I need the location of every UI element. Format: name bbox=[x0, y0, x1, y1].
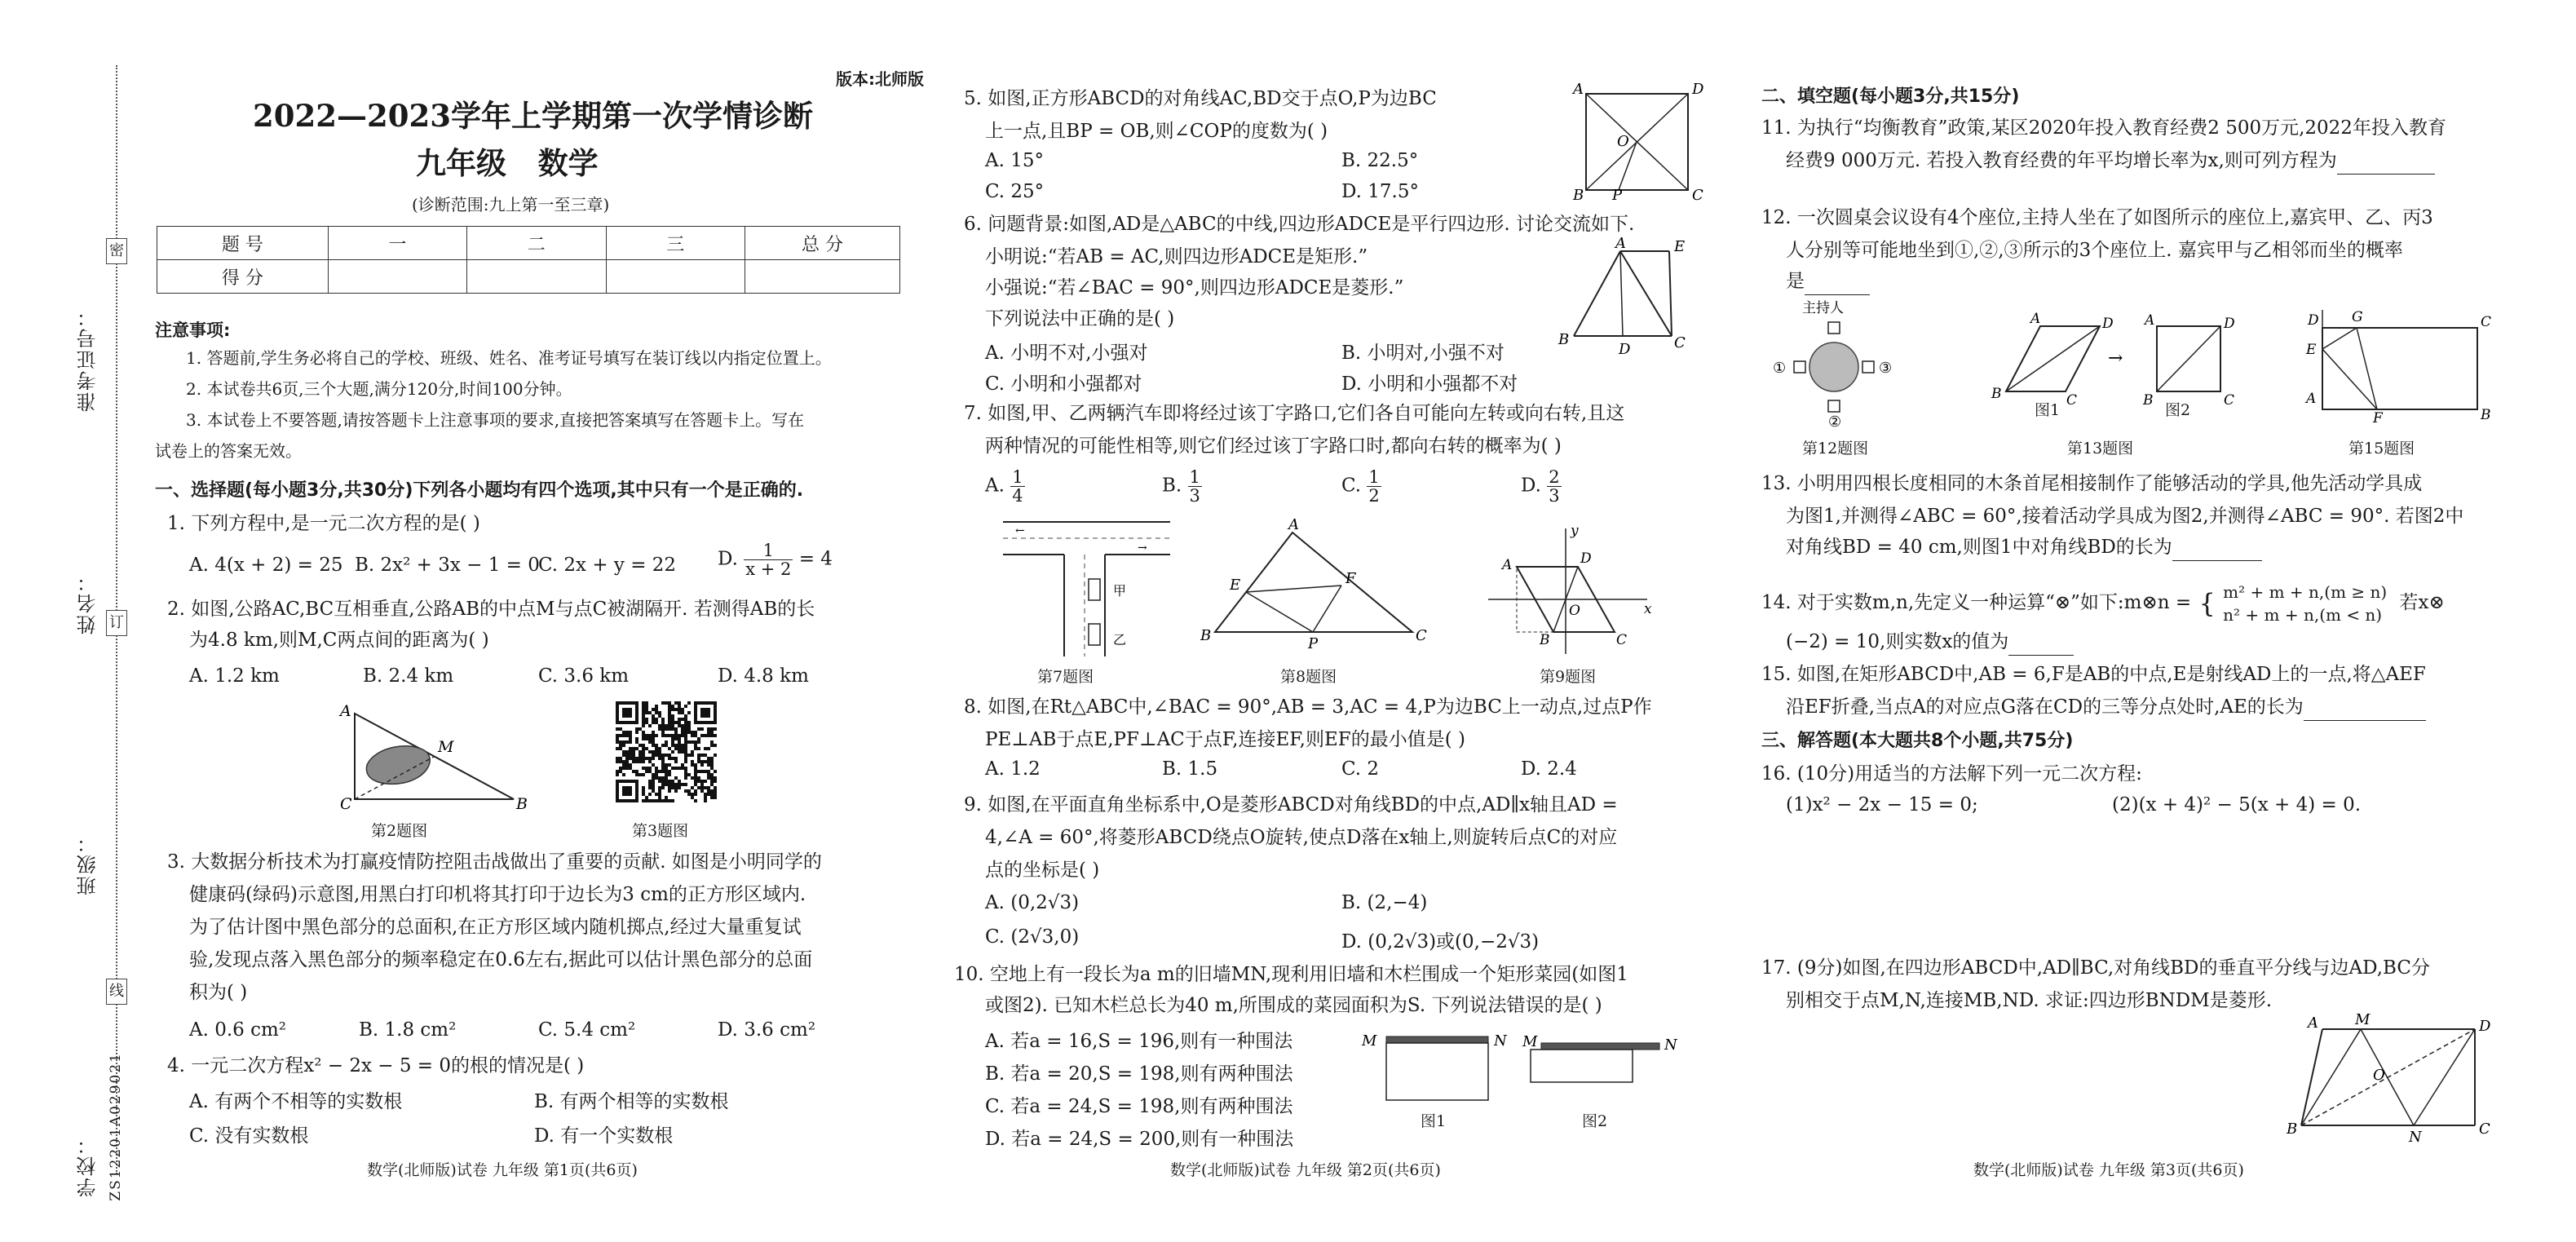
q14-tail: 若x⊗ bbox=[2399, 592, 2445, 613]
q13-fig2-label-a: A bbox=[2145, 312, 2155, 329]
score-cell-input[interactable] bbox=[328, 260, 466, 294]
q8-figure bbox=[1199, 518, 1427, 652]
q14-text-2: (−2) = 10,则实数x的值为 bbox=[1786, 631, 2009, 652]
score-cell: 得 分 bbox=[157, 260, 329, 294]
q5-option-a[interactable]: A. 15° bbox=[985, 150, 1044, 171]
q9-option-d[interactable]: D. (0,2√3)或(0,−2√3) bbox=[1341, 931, 1540, 952]
q5-label-c: C bbox=[1692, 187, 1703, 204]
exam-scope: (诊断范围:九上第一至三章) bbox=[412, 195, 610, 214]
q14-cases bbox=[2223, 581, 2387, 626]
q12-host-label: 主持人 bbox=[1802, 300, 1844, 316]
notes-title: 注意事项: bbox=[155, 320, 231, 340]
q3-caption: 第3题图 bbox=[632, 822, 689, 840]
q17-label-c: C bbox=[2479, 1120, 2490, 1138]
q8-label-f: F bbox=[1345, 570, 1356, 587]
q14-case-2: n² + m + n,(m < n) bbox=[2223, 605, 2383, 625]
score-table-header-row bbox=[157, 227, 900, 260]
q16-stem: 16. (10分)用适当的方法解下列一元二次方程: bbox=[1761, 763, 2142, 785]
q10-fig1-label-n: N bbox=[1494, 1032, 1507, 1050]
edition-label: 版本:北师版 bbox=[836, 69, 924, 89]
q13-fig1-caption: 图1 bbox=[2035, 401, 2061, 419]
q6-side-ec bbox=[1669, 251, 1672, 336]
q8-label-c: C bbox=[1416, 627, 1427, 644]
q8-segment-pf bbox=[1313, 586, 1341, 632]
q8-label-b: B bbox=[1200, 627, 1212, 644]
q2-option-d[interactable]: D. 4.8 km bbox=[718, 665, 809, 687]
q5-line-2: 上一点,且BP = OB,则∠COP的度数为( ) bbox=[985, 121, 1328, 142]
q9-option-a[interactable]: A. (0,2√3) bbox=[985, 892, 1080, 913]
score-cell: 一 bbox=[328, 227, 466, 260]
q9-line-3: 点的坐标是( ) bbox=[985, 860, 1100, 881]
q17-side-ab bbox=[2301, 1029, 2322, 1125]
q13-fig1-label-b: B bbox=[1991, 386, 2002, 402]
q5-line-1: 5. 如图,正方形ABCD的对角线AC,BD交于点O,P为边BC bbox=[964, 88, 1437, 109]
q17-label-d: D bbox=[2479, 1018, 2491, 1035]
q15-text: 沿EF折叠,当点A的对应点G落在CD的三等分点处时,AE的长为 bbox=[1786, 696, 2304, 718]
q15-figure bbox=[2300, 302, 2492, 427]
id-number-label: 准考证号： bbox=[77, 306, 99, 412]
q8-caption: 第8题图 bbox=[1280, 668, 1337, 686]
q7-d-num: 2 bbox=[1549, 467, 1560, 487]
q9-label-y: y bbox=[1571, 523, 1579, 539]
q8-option-a[interactable]: A. 1.2 bbox=[985, 758, 1041, 780]
q2-label-b: B bbox=[516, 795, 528, 813]
q13-line-1: 13. 小明用四根长度相同的木条首尾相接制作了能够活动的学具,他先活动学具成 bbox=[1761, 473, 2423, 494]
q12-round-table bbox=[1809, 343, 1858, 391]
q10-fig2-fence bbox=[1531, 1050, 1633, 1082]
section-1-heading: 一、选择题(每小题3分,共30分)下列各小题均有四个选项,其中只有一个是正确的. bbox=[155, 480, 804, 501]
q9-line-2: 4,∠A = 60°,将菱形ABCD绕点O旋转,使点D落在x轴上,则旋转后点C的对应 bbox=[985, 827, 1618, 848]
q2-option-a[interactable]: A. 1.2 km bbox=[189, 665, 280, 687]
q6-side-ac bbox=[1620, 251, 1672, 336]
q7-option-c[interactable] bbox=[1341, 468, 1381, 505]
section-3-heading: 三、解答题(本大题共8个小题,共75分) bbox=[1761, 731, 2074, 751]
q5-option-c[interactable]: C. 25° bbox=[985, 181, 1045, 202]
q10-line-1: 10. 空地上有一段长为a m的旧墙MN,现利用旧墙和木栏围成一个矩形菜园(如图1 bbox=[954, 964, 1628, 985]
q12-seat-host-icon bbox=[1828, 322, 1840, 334]
q3-line-4: 验,发现点落入黑色部分的频率稳定在0.6左右,据此可以估计黑色部分的总面 bbox=[189, 949, 813, 970]
q7-option-a[interactable] bbox=[985, 468, 1025, 505]
q8-label-a: A bbox=[1288, 516, 1299, 533]
q9-label-d: D bbox=[1580, 550, 1592, 567]
note-item: 2. 本试卷共6页,三个大题,满分120分,时间100分钟。 bbox=[186, 379, 572, 399]
q9-label-x: x bbox=[1644, 601, 1652, 617]
q3-option-d[interactable]: D. 3.6 cm² bbox=[718, 1019, 816, 1041]
q12-seat-3-label: ③ bbox=[1879, 360, 1893, 377]
q7-d-label: D. bbox=[1521, 475, 1541, 497]
q7-c-num: 1 bbox=[1368, 467, 1380, 487]
q13-fig2-label-b: B bbox=[2143, 392, 2154, 409]
q6-line-3: 小强说:“若∠BAC = 90°,则四边形ADCE是菱形.” bbox=[985, 277, 1404, 298]
q6-side-ab bbox=[1574, 251, 1620, 336]
q13-transform-arrow-icon: → bbox=[2108, 348, 2123, 369]
q4-stem: 4. 一元二次方程x² − 2x − 5 = 0的根的情况是( ) bbox=[167, 1055, 585, 1076]
q2-caption: 第2题图 bbox=[371, 822, 428, 840]
q5-label-d: D bbox=[1692, 81, 1704, 98]
q1-option-b[interactable]: B. 2x² + 3x − 1 = 0 bbox=[355, 555, 540, 576]
q10-fig1-label-m: M bbox=[1362, 1032, 1377, 1050]
q6-line-1: 6. 问题背景:如图,AD是△ABC的中线,四边形ADCE是平行四边形. 讨论交流如下. bbox=[964, 214, 1635, 235]
q13-fig2-caption: 图2 bbox=[2165, 401, 2191, 419]
q14-brace-icon: { bbox=[2198, 588, 2216, 619]
q13-fig1-label-c: C bbox=[2066, 392, 2078, 409]
q7-car-yi-icon bbox=[1089, 624, 1100, 645]
q7-a-num: 1 bbox=[1012, 467, 1023, 487]
q15-label-g: G bbox=[2352, 309, 2363, 325]
page-1-footer: 数学(北师版)试卷 九年级 第1页(共6页) bbox=[367, 1161, 638, 1179]
q13-caption: 第13题图 bbox=[2067, 440, 2134, 457]
q15-label-f: F bbox=[2373, 410, 2383, 427]
q4-option-d[interactable]: D. 有一个实数根 bbox=[534, 1125, 674, 1147]
q13-answer-blank[interactable] bbox=[2172, 560, 2262, 561]
q5-label-b: B bbox=[1573, 187, 1584, 204]
q2-label-m: M bbox=[438, 738, 454, 756]
q13-line-2: 为图1,并测得∠ABC = 60°,接着活动学具成为图2,并测得∠ABC = 90°. 若图2中 bbox=[1786, 506, 2464, 527]
q15-label-b: B bbox=[2481, 407, 2491, 423]
q12-seat-1-label: ① bbox=[1773, 360, 1787, 377]
q9-figure bbox=[1484, 522, 1655, 661]
q10-option-b[interactable]: B. 若a = 20,S = 198,则有两种围法 bbox=[985, 1063, 1293, 1085]
q5-figure bbox=[1570, 77, 1712, 204]
section-2-heading: 二、填空题(每小题3分,共15分) bbox=[1761, 86, 2020, 107]
q13-fig2-label-d: D bbox=[2224, 316, 2235, 332]
q7-line-2: 两种情况的可能性相等,则它们经过该丁字路口时,都向右转的概率为( ) bbox=[985, 435, 1562, 457]
q8-line-1: 8. 如图,在Rt△ABC中,∠BAC = 90°,AB = 3,AC = 4,P为边BC上一动点,过点P作 bbox=[964, 696, 1652, 718]
q9-option-c[interactable]: C. (2√3,0) bbox=[985, 926, 1080, 948]
q8-label-p: P bbox=[1308, 635, 1319, 652]
q2-option-b[interactable]: B. 2.4 km bbox=[363, 665, 454, 687]
q7-d-fraction bbox=[1547, 468, 1561, 505]
q8-segment-pe bbox=[1246, 592, 1313, 632]
q6-option-c[interactable]: C. 小明和小强都对 bbox=[985, 373, 1142, 395]
q1-option-d[interactable] bbox=[718, 541, 833, 578]
q7-line-1: 7. 如图,甲、乙两辆汽车即将经过该丁字路口,它们各自可能向左转或向右转,且这 bbox=[964, 403, 1625, 424]
q8-label-e: E bbox=[1230, 577, 1241, 594]
q9-label-c: C bbox=[1616, 632, 1628, 648]
q5-option-d[interactable]: D. 17.5° bbox=[1341, 181, 1419, 202]
q15-label-d: D bbox=[2308, 312, 2319, 329]
q16-part-1: (1)x² − 2x − 15 = 0; bbox=[1786, 794, 1978, 815]
q9-option-b[interactable]: B. (2,−4) bbox=[1341, 892, 1428, 913]
q4-option-b[interactable]: B. 有两个相等的实数根 bbox=[534, 1091, 729, 1112]
q10-fig1-old-wall bbox=[1386, 1036, 1488, 1043]
q7-car-jia-label: 甲 bbox=[1113, 583, 1127, 599]
q14-case-1: m² + m + n,(m ≥ n) bbox=[2223, 582, 2388, 602]
q7-b-fraction bbox=[1188, 468, 1202, 505]
q13-fig2-diagonal-bd bbox=[2157, 326, 2220, 391]
q14-answer-blank[interactable] bbox=[2008, 655, 2074, 656]
q7-b-num: 1 bbox=[1189, 467, 1200, 487]
q2-label-a: A bbox=[340, 702, 351, 720]
notes-list bbox=[155, 343, 832, 466]
q2-label-c: C bbox=[340, 795, 352, 813]
q10-figure-1-caption: 图1 bbox=[1421, 1112, 1447, 1130]
q3-qr-code-image bbox=[616, 701, 717, 802]
q17-label-m: M bbox=[2355, 1011, 2371, 1028]
q7-d-den: 3 bbox=[1549, 486, 1560, 506]
q13-text: 对角线BD = 40 cm,则图1中对角线BD的长为 bbox=[1786, 537, 2172, 558]
q10-option-a[interactable]: A. 若a = 16,S = 196,则有一种围法 bbox=[985, 1031, 1293, 1052]
q12-seat-3-icon bbox=[1862, 361, 1874, 373]
q11-answer-blank[interactable] bbox=[2337, 174, 2435, 175]
q7-option-d[interactable] bbox=[1521, 468, 1562, 505]
q1-d-rhs: = 4 bbox=[798, 548, 833, 570]
q1-d-denominator: x + 2 bbox=[745, 559, 792, 579]
q17-diagonal-bd bbox=[2301, 1029, 2475, 1125]
q2-line-2: 为4.8 km,则M,C两点间的距离为( ) bbox=[189, 630, 489, 651]
q2-lake bbox=[366, 746, 430, 785]
q4-option-c[interactable]: C. 没有实数根 bbox=[189, 1125, 309, 1147]
q9-line-1: 9. 如图,在平面直角坐标系中,O是菱形ABCD对角线BD的中点,AD∥x轴且AD = bbox=[964, 794, 1618, 815]
score-table bbox=[157, 226, 900, 294]
seal-mark-ding: 订 bbox=[106, 610, 127, 636]
page-3-footer: 数学(北师版)试卷 九年级 第3页(共6页) bbox=[1973, 1161, 2244, 1179]
q12-figure bbox=[1770, 298, 1900, 431]
q5-label-a: A bbox=[1573, 81, 1584, 98]
q10-fig2-old-wall bbox=[1541, 1043, 1659, 1050]
q7-option-b[interactable] bbox=[1162, 468, 1202, 505]
note-item: 试卷上的答案无效。 bbox=[155, 441, 302, 461]
q17-line-2: 别相交于点M,N,连接MB,ND. 求证:四边形BNDM是菱形. bbox=[1786, 990, 2273, 1011]
school-label: 学校： bbox=[77, 1134, 99, 1197]
q14-text: 14. 对于实数m,n,先定义一种运算“⊗”如下:m⊗n = bbox=[1761, 592, 2192, 613]
q5-option-b[interactable]: B. 22.5° bbox=[1341, 150, 1419, 171]
note-item: 3. 本试卷上不要答题,请按答题卡上注意事项的要求,直接把答案填写在答题卡上。写在 bbox=[186, 410, 805, 430]
q9-caption: 第9题图 bbox=[1540, 668, 1597, 686]
q17-label-n: N bbox=[2409, 1129, 2422, 1146]
q10-option-c[interactable]: C. 若a = 24,S = 198,则有两种围法 bbox=[985, 1096, 1293, 1117]
q13-fig2-label-c: C bbox=[2224, 392, 2235, 409]
q17-label-b: B bbox=[2287, 1120, 2298, 1138]
q17-line-1: 17. (9分)如图,在四边形ABCD中,AD∥BC,对角线BD的垂直平分线与边AD,BC分 bbox=[1761, 957, 2430, 979]
q3-option-a[interactable]: A. 0.6 cm² bbox=[189, 1019, 287, 1041]
q6-option-d[interactable]: D. 小明和小强都不对 bbox=[1341, 373, 1518, 395]
q8-option-d[interactable]: D. 2.4 bbox=[1521, 758, 1577, 780]
q13-fig1-label-d: D bbox=[2102, 316, 2114, 332]
score-cell-input[interactable] bbox=[745, 260, 899, 294]
q9-label-o: O bbox=[1569, 603, 1580, 619]
q5-label-p: P bbox=[1612, 187, 1623, 204]
score-cell: 题 号 bbox=[157, 227, 329, 260]
q7-arrow-right-icon: → bbox=[1138, 541, 1147, 555]
q7-figure bbox=[999, 514, 1174, 661]
q3-option-c[interactable]: C. 5.4 cm² bbox=[538, 1019, 636, 1041]
q10-line-2: 或图2). 已知木栏总长为40 m,所围成的菜园面积为S. 下列说法错误的是( ) bbox=[985, 995, 1602, 1016]
q11-text: 经费9 000万元. 若投入教育经费的年平均增长率为x,则可列方程为 bbox=[1786, 150, 2337, 171]
q6-line-4: 下列说法中正确的是( ) bbox=[985, 308, 1175, 329]
q15-answer-blank[interactable] bbox=[2304, 720, 2426, 721]
q14-line-2 bbox=[1786, 628, 2074, 656]
q9-label-b: B bbox=[1540, 632, 1550, 648]
q17-label-o: O bbox=[2373, 1067, 2385, 1084]
q7-c-label: C. bbox=[1341, 475, 1362, 497]
q2-option-c[interactable]: C. 3.6 km bbox=[538, 665, 630, 687]
q6-option-b[interactable]: B. 小明对,小强不对 bbox=[1341, 343, 1505, 364]
q13-fig1-diagonal-bd bbox=[2006, 326, 2100, 391]
q6-option-a[interactable]: A. 小明不对,小强对 bbox=[985, 343, 1148, 364]
q10-option-d[interactable]: D. 若a = 24,S = 200,则有一种围法 bbox=[985, 1129, 1294, 1150]
q10-figure-2 bbox=[1521, 1032, 1684, 1097]
q10-fig1-fence bbox=[1386, 1043, 1488, 1100]
q12-seat-1-icon bbox=[1794, 361, 1805, 373]
q8-option-c[interactable]: C. 2 bbox=[1341, 758, 1380, 780]
q12-seat-2-icon bbox=[1828, 400, 1840, 412]
score-table-score-row bbox=[157, 260, 900, 294]
q3-line-2: 健康码(绿码)示意图,用黑白打印机将其打印于边长为3 cm的正方形区域内. bbox=[189, 884, 806, 905]
q2-line-1: 2. 如图,公路AC,BC互相垂直,公路AB的中点M与点C被湖隔开. 若测得AB的长 bbox=[167, 599, 815, 620]
q7-c-fraction bbox=[1367, 468, 1381, 505]
q6-line-2: 小明说:“若AB = AC,则四边形ADCE是矩形.” bbox=[985, 246, 1368, 267]
name-label: 姓名： bbox=[77, 571, 99, 634]
q12-caption: 第12题图 bbox=[1802, 440, 1869, 457]
q8-segment-ef bbox=[1246, 586, 1341, 592]
q7-b-den: 3 bbox=[1189, 486, 1200, 506]
class-label: 班级： bbox=[77, 832, 99, 895]
q12-line-3 bbox=[1786, 267, 1870, 295]
q7-car-yi-label: 乙 bbox=[1113, 632, 1127, 648]
q15-rectangle bbox=[2322, 328, 2477, 409]
q6-median-ad bbox=[1620, 251, 1623, 336]
q15-line-1: 15. 如图,在矩形ABCD中,AB = 6,F是AB的中点,E是射线AD上的一点,将△AEF bbox=[1761, 664, 2426, 685]
q7-arrow-left-icon: ← bbox=[1015, 524, 1025, 537]
q2-figure bbox=[330, 701, 526, 815]
exam-title: 2022—2023学年上学期第一次学情诊断 bbox=[253, 98, 813, 134]
seal-mark-mi: 密 bbox=[106, 238, 127, 264]
q3-option-b[interactable]: B. 1.8 cm² bbox=[359, 1019, 457, 1041]
q6-label-d: D bbox=[1619, 341, 1631, 358]
q13-line-3 bbox=[1786, 533, 2262, 561]
exam-subtitle: 九年级 数学 bbox=[416, 145, 599, 181]
score-cell-input[interactable] bbox=[606, 260, 745, 294]
q7-caption: 第7题图 bbox=[1037, 668, 1094, 686]
q6-label-e: E bbox=[1674, 238, 1686, 255]
q10-figure-2-caption: 图2 bbox=[1582, 1112, 1608, 1130]
q12-line-1: 12. 一次圆桌会议设有4个座位,主持人坐在了如图所示的座位上,嘉宾甲、乙、丙3 bbox=[1761, 207, 2433, 228]
q1-stem: 1. 下列方程中,是一元二次方程的是( ) bbox=[167, 513, 480, 534]
q1-option-c[interactable]: C. 2x + y = 22 bbox=[538, 555, 677, 576]
q7-a-label: A. bbox=[985, 475, 1005, 497]
q13-fig1-label-a: A bbox=[2030, 311, 2041, 327]
q17-segment-mb bbox=[2301, 1029, 2361, 1125]
note-item: 1. 答题前,学生务必将自己的学校、班级、姓名、准考证号填写在装订线以内指定位置上。 bbox=[186, 348, 832, 368]
q1-d-numerator: 1 bbox=[744, 541, 793, 560]
q3-line-5: 积为( ) bbox=[189, 982, 248, 1003]
score-cell: 二 bbox=[467, 227, 606, 260]
q6-label-c: C bbox=[1674, 334, 1686, 351]
q3-line-3: 为了估计图中黑色部分的总面积,在正方形区域内随机掷点,经过大量重复试 bbox=[189, 917, 802, 938]
q1-d-fraction bbox=[744, 541, 793, 578]
seal-mark-xian: 线 bbox=[106, 979, 127, 1005]
q8-option-b[interactable]: B. 1.5 bbox=[1162, 758, 1218, 780]
q11-line-2 bbox=[1786, 147, 2435, 175]
q1-d-label: D. bbox=[718, 548, 738, 570]
q7-a-den: 4 bbox=[1012, 486, 1023, 506]
q14-line-1 bbox=[1761, 581, 2445, 626]
q6-label-b: B bbox=[1558, 331, 1570, 348]
q12-seat-2-label: ② bbox=[1828, 413, 1842, 431]
score-cell: 总 分 bbox=[745, 227, 899, 260]
q6-label-a: A bbox=[1615, 235, 1626, 252]
q12-line-2: 人分别等可能地坐到①,②,③所示的3个座位上. 嘉宾甲与乙相邻而坐的概率 bbox=[1786, 240, 2403, 261]
q12-text: 是 bbox=[1786, 271, 1805, 292]
paper-code: ZS12201A029021 bbox=[108, 1052, 124, 1201]
q7-a-fraction bbox=[1010, 468, 1024, 505]
q17-segment-mn bbox=[2361, 1029, 2414, 1125]
q10-fig2-label-n: N bbox=[1664, 1036, 1677, 1054]
q9-label-a: A bbox=[1502, 557, 1513, 573]
q7-car-jia-icon bbox=[1089, 579, 1100, 600]
page-2-footer: 数学(北师版)试卷 九年级 第2页(共6页) bbox=[1170, 1161, 1441, 1179]
q8-triangle bbox=[1215, 533, 1412, 632]
q17-segment-nd bbox=[2414, 1029, 2475, 1125]
q15-label-c: C bbox=[2481, 314, 2492, 330]
q17-figure bbox=[2283, 1011, 2520, 1146]
score-cell: 三 bbox=[606, 227, 745, 260]
q8-line-2: PE⊥AB于点E,PF⊥AC于点F,连接EF,则EF的最小值是( ) bbox=[985, 729, 1465, 750]
q7-b-label: B. bbox=[1162, 475, 1182, 497]
q5-label-o: O bbox=[1617, 133, 1629, 150]
score-cell-input[interactable] bbox=[467, 260, 606, 294]
q15-segment-gf bbox=[2357, 328, 2377, 409]
q17-label-a: A bbox=[2308, 1014, 2318, 1032]
q16-part-2: (2)(x + 4)² − 5(x + 4) = 0. bbox=[2112, 794, 2362, 815]
q7-c-den: 2 bbox=[1368, 486, 1380, 506]
q15-caption: 第15题图 bbox=[2348, 440, 2415, 457]
q10-figure-1 bbox=[1354, 1023, 1517, 1113]
q15-line-2 bbox=[1786, 693, 2426, 721]
q4-option-a[interactable]: A. 有两个不相等的实数根 bbox=[189, 1091, 403, 1112]
q6-figure bbox=[1553, 236, 1725, 359]
q3-line-1: 3. 大数据分析技术为打赢疫情防控阻击战做出了重要的贡献. 如图是小明同学的 bbox=[167, 851, 822, 873]
q15-segment-eg bbox=[2322, 328, 2357, 349]
q15-label-e: E bbox=[2306, 342, 2317, 358]
q12-answer-blank[interactable] bbox=[1805, 294, 1870, 295]
q11-line-1: 11. 为执行“均衡教育”政策,某区2020年投入教育经费2 500万元,2022年投入教育 bbox=[1761, 117, 2446, 139]
q10-fig2-label-m: M bbox=[1522, 1033, 1538, 1050]
q15-segment-ef bbox=[2322, 349, 2377, 409]
q13-figure bbox=[1982, 310, 2242, 424]
q15-label-a: A bbox=[2306, 391, 2317, 407]
q1-option-a[interactable]: A. 4(x + 2) = 25 bbox=[189, 555, 343, 576]
